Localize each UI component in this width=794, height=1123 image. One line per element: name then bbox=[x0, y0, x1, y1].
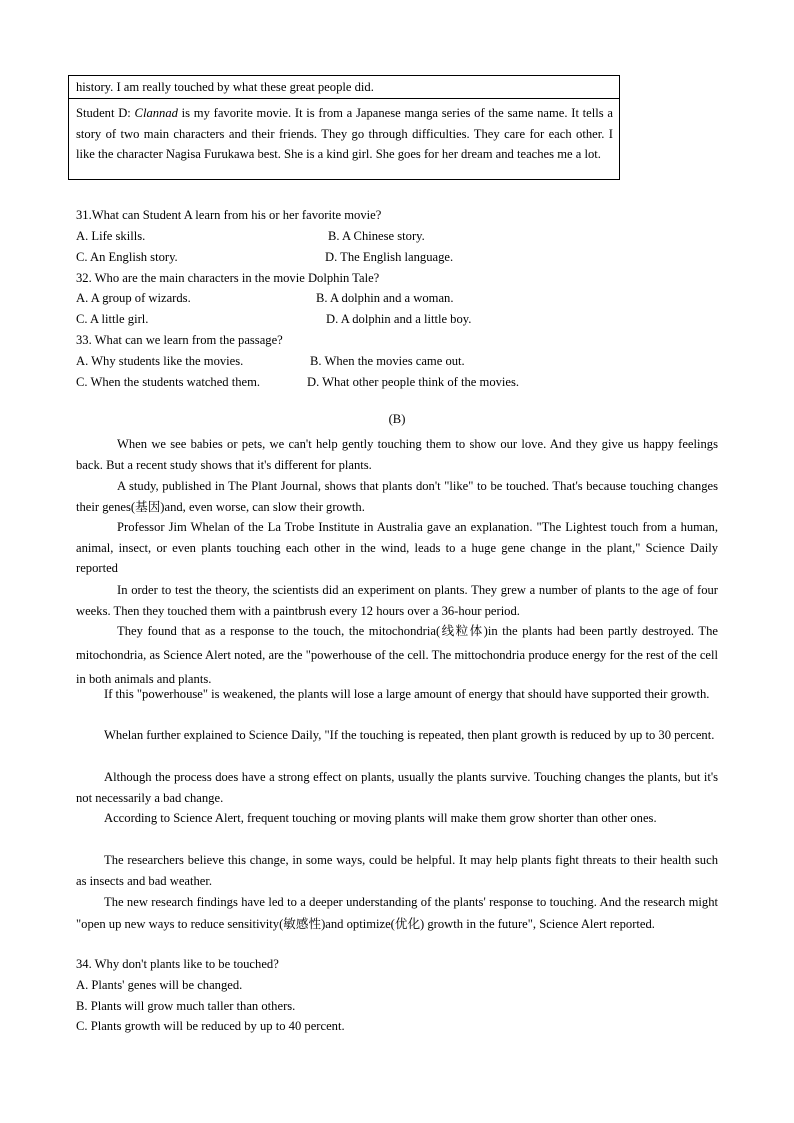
passage-paragraph-8: Although the process does have a strong effect on plants, usually the plants survive. Touching changes the plants, but it's not necessarily a bad change. bbox=[76, 770, 718, 805]
q32-option-d: D. A dolphin and a little boy. bbox=[326, 312, 472, 326]
student-table bbox=[68, 75, 620, 180]
section-heading: (B) bbox=[388, 412, 406, 426]
table-row1-text: history. I am really touched by what these great people did. bbox=[76, 80, 374, 94]
table-row bbox=[69, 76, 619, 99]
q31-stem: 31.What can Student A learn from his or her favorite movie? bbox=[76, 208, 382, 222]
passage-paragraph-2: A study, published in The Plant Journal, shows that plants don't "like" to be touched. That's because touching changes their genes(基因)and, even worse, can slow their growth. bbox=[76, 479, 718, 514]
passage-paragraph-1: When we see babies or pets, we can't help gently touching them to show our love. And they give us happy feelings back. But a recent study shows that it's different for plants. bbox=[76, 437, 718, 472]
q32-option-a: A. A group of wizards. bbox=[76, 291, 191, 305]
q34-stem: 34. Why don't plants like to be touched? bbox=[76, 957, 279, 971]
student-d-label: Student D: bbox=[76, 106, 135, 120]
q33-option-d: D. What other people think of the movies. bbox=[307, 375, 520, 389]
q34-option-b: B. Plants will grow much taller than others. bbox=[76, 999, 296, 1013]
q31-option-a: A. Life skills. bbox=[76, 229, 146, 243]
q31-option-d: D. The English language. bbox=[325, 250, 454, 264]
student-d-text: is my favorite movie. It is from a Japanese manga series of the same name. It tells a story of two main characters and their friends. They go through difficulties. They care for each other. I like the character Nagisa Furukawa best. She is a kind girl. She goes for her dream and teaches me a lot. bbox=[76, 106, 613, 161]
q33-stem: 33. What can we learn from the passage? bbox=[76, 333, 283, 347]
q33-option-b: B. When the movies came out. bbox=[310, 354, 465, 368]
passage-paragraph-10: The researchers believe this change, in some ways, could be helpful. It may help plants fight threats to their health such as insects and bad weather. bbox=[76, 853, 718, 888]
passage-paragraph-5: They found that as a response to the touch, the mitochondria(线粒体)in the plants had been partly destroyed. The mitochondria, as Science Alert noted, are the "powerhouse of the cell. The mittochondria produce energy for the rest of the cell in both animals and plants. bbox=[76, 624, 718, 686]
passage-paragraph-7: Whelan further explained to Science Daily, "If the touching is repeated, then plant growth is reduced by up to 30 percent. bbox=[104, 728, 715, 742]
q33-option-a: A. Why students like the movies. bbox=[76, 354, 244, 368]
passage-paragraph-3: Professor Jim Whelan of the La Trobe Institute in Australia gave an explanation. "The Lightest touch from a human, animal, insect, or even plants touching each other in the wind, leads to a huge gene change in the plant," Science Daily reported bbox=[76, 520, 718, 576]
q33-option-c: C. When the students watched them. bbox=[76, 375, 261, 389]
passage-paragraph-11: The new research findings have led to a deeper understanding of the plants' response to touching. And the research might "open up new ways to reduce sensitivity(敏感性)and optimize(优化) growth in the future", Science Alert reported. bbox=[76, 895, 718, 931]
q31-option-b: B. A Chinese story. bbox=[328, 229, 425, 243]
q34-option-a: A. Plants' genes will be changed. bbox=[76, 978, 243, 992]
passage-paragraph-4: In order to test the theory, the scientists did an experiment on plants. They grew a number of plants to the age of four weeks. Then they touched them with a paintbrush every 12 hours over a 36-hour period. bbox=[76, 583, 718, 618]
q31-option-c: C. An English story. bbox=[76, 250, 178, 264]
q32-option-b: B. A dolphin and a woman. bbox=[316, 291, 454, 305]
passage-paragraph-9: According to Science Alert, frequent touching or moving plants will make them grow shorter than other ones. bbox=[104, 811, 657, 825]
movie-title-clannad: Clannad bbox=[134, 106, 178, 120]
passage-paragraph-6: If this "powerhouse" is weakened, the plants will lose a large amount of energy that should have supported their growth. bbox=[104, 687, 710, 701]
q34-option-c: C. Plants growth will be reduced by up to 40 percent. bbox=[76, 1019, 345, 1033]
q32-stem: 32. Who are the main characters in the movie Dolphin Tale? bbox=[76, 271, 380, 285]
q32-option-c: C. A little girl. bbox=[76, 312, 149, 326]
table-row bbox=[69, 99, 619, 165]
